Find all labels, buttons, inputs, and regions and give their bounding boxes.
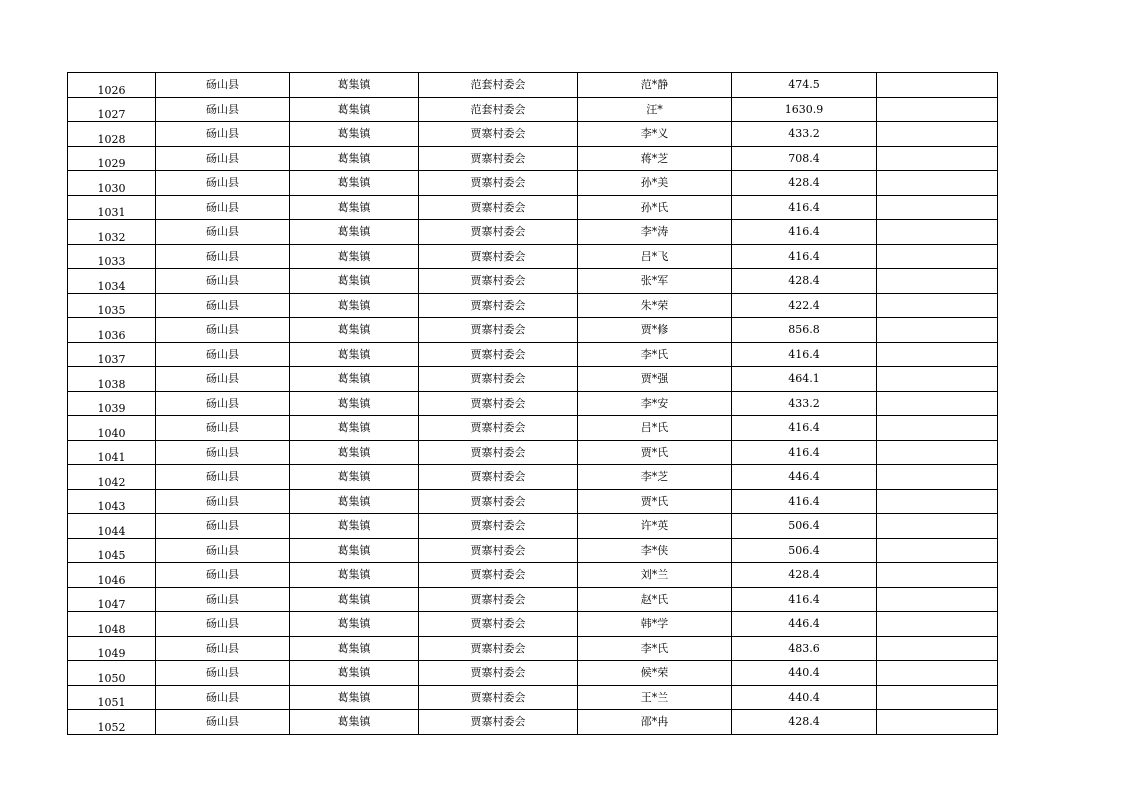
village-cell: 贾寨村委会 [419,318,578,343]
row-number-cell: 1044 [68,514,156,539]
name-cell: 贾*氏 [578,489,732,514]
table-row [68,538,998,563]
village-cell: 贾寨村委会 [419,685,578,710]
table-row [68,293,998,318]
table-row [68,710,998,735]
village-cell: 贾寨村委会 [419,661,578,686]
village-cell: 贾寨村委会 [419,195,578,220]
table-row [68,318,998,343]
row-number-cell: 1051 [68,685,156,710]
table-row [68,73,998,98]
note-cell [877,146,998,171]
amount-cell: 428.4 [732,171,877,196]
amount-cell: 416.4 [732,244,877,269]
name-cell: 朱*荣 [578,293,732,318]
town-cell: 葛集镇 [290,489,419,514]
note-cell [877,391,998,416]
name-cell: 孙*美 [578,171,732,196]
county-cell: 砀山县 [156,489,290,514]
amount-cell: 440.4 [732,685,877,710]
county-cell: 砀山县 [156,122,290,147]
county-cell: 砀山县 [156,318,290,343]
amount-cell: 474.5 [732,73,877,98]
data-table [67,72,998,735]
row-number-cell: 1045 [68,538,156,563]
village-cell: 贾寨村委会 [419,538,578,563]
name-cell: 贾*修 [578,318,732,343]
row-number-cell: 1035 [68,293,156,318]
note-cell [877,244,998,269]
town-cell: 葛集镇 [290,440,419,465]
county-cell: 砀山县 [156,587,290,612]
row-number-cell: 1047 [68,587,156,612]
town-cell: 葛集镇 [290,563,419,588]
note-cell [877,661,998,686]
village-cell: 贾寨村委会 [419,342,578,367]
village-cell: 贾寨村委会 [419,244,578,269]
note-cell [877,97,998,122]
amount-cell: 416.4 [732,587,877,612]
row-number-cell: 1030 [68,171,156,196]
village-cell: 贾寨村委会 [419,710,578,735]
town-cell: 葛集镇 [290,416,419,441]
table-row [68,563,998,588]
row-number-cell: 1052 [68,710,156,735]
village-cell: 贾寨村委会 [419,146,578,171]
name-cell: 李*芝 [578,465,732,490]
amount-cell: 433.2 [732,122,877,147]
table-row [68,195,998,220]
name-cell: 李*涛 [578,220,732,245]
town-cell: 葛集镇 [290,220,419,245]
county-cell: 砀山县 [156,171,290,196]
note-cell [877,440,998,465]
county-cell: 砀山县 [156,661,290,686]
village-cell: 范套村委会 [419,97,578,122]
town-cell: 葛集镇 [290,367,419,392]
town-cell: 葛集镇 [290,342,419,367]
row-number-cell: 1033 [68,244,156,269]
name-cell: 李*义 [578,122,732,147]
village-cell: 贾寨村委会 [419,563,578,588]
note-cell [877,489,998,514]
note-cell [877,685,998,710]
county-cell: 砀山县 [156,244,290,269]
table-body [68,73,998,735]
table-row [68,171,998,196]
village-cell: 贾寨村委会 [419,440,578,465]
table-row [68,514,998,539]
row-number-cell: 1039 [68,391,156,416]
row-number-cell: 1031 [68,195,156,220]
county-cell: 砀山县 [156,342,290,367]
village-cell: 范套村委会 [419,73,578,98]
row-number-cell: 1029 [68,146,156,171]
table-row [68,122,998,147]
amount-cell: 446.4 [732,465,877,490]
note-cell [877,195,998,220]
note-cell [877,612,998,637]
note-cell [877,514,998,539]
table-row [68,465,998,490]
name-cell: 李*氏 [578,636,732,661]
town-cell: 葛集镇 [290,538,419,563]
amount-cell: 422.4 [732,293,877,318]
village-cell: 贾寨村委会 [419,171,578,196]
village-cell: 贾寨村委会 [419,587,578,612]
county-cell: 砀山县 [156,220,290,245]
county-cell: 砀山县 [156,97,290,122]
town-cell: 葛集镇 [290,146,419,171]
county-cell: 砀山县 [156,73,290,98]
village-cell: 贾寨村委会 [419,269,578,294]
village-cell: 贾寨村委会 [419,293,578,318]
table-row [68,367,998,392]
row-number-cell: 1041 [68,440,156,465]
name-cell: 赵*氏 [578,587,732,612]
table-row [68,244,998,269]
note-cell [877,636,998,661]
amount-cell: 464.1 [732,367,877,392]
town-cell: 葛集镇 [290,465,419,490]
amount-cell: 416.4 [732,220,877,245]
amount-cell: 416.4 [732,342,877,367]
amount-cell: 428.4 [732,563,877,588]
village-cell: 贾寨村委会 [419,391,578,416]
note-cell [877,563,998,588]
amount-cell: 440.4 [732,661,877,686]
row-number-cell: 1026 [68,73,156,98]
name-cell: 李*侠 [578,538,732,563]
village-cell: 贾寨村委会 [419,514,578,539]
name-cell: 范*静 [578,73,732,98]
row-number-cell: 1038 [68,367,156,392]
amount-cell: 416.4 [732,440,877,465]
note-cell [877,416,998,441]
county-cell: 砀山县 [156,636,290,661]
note-cell [877,710,998,735]
town-cell: 葛集镇 [290,171,419,196]
amount-cell: 428.4 [732,269,877,294]
county-cell: 砀山县 [156,514,290,539]
amount-cell: 856.8 [732,318,877,343]
note-cell [877,171,998,196]
village-cell: 贾寨村委会 [419,122,578,147]
county-cell: 砀山县 [156,367,290,392]
row-number-cell: 1036 [68,318,156,343]
county-cell: 砀山县 [156,612,290,637]
county-cell: 砀山县 [156,563,290,588]
town-cell: 葛集镇 [290,661,419,686]
row-number-cell: 1032 [68,220,156,245]
table-row [68,685,998,710]
amount-cell: 708.4 [732,146,877,171]
note-cell [877,122,998,147]
table-row [68,612,998,637]
county-cell: 砀山县 [156,293,290,318]
note-cell [877,465,998,490]
amount-cell: 428.4 [732,710,877,735]
name-cell: 张*军 [578,269,732,294]
name-cell: 韩*学 [578,612,732,637]
row-number-cell: 1043 [68,489,156,514]
county-cell: 砀山县 [156,538,290,563]
name-cell: 李*氏 [578,342,732,367]
row-number-cell: 1046 [68,563,156,588]
amount-cell: 433.2 [732,391,877,416]
town-cell: 葛集镇 [290,318,419,343]
town-cell: 葛集镇 [290,195,419,220]
note-cell [877,293,998,318]
county-cell: 砀山县 [156,195,290,220]
table-row [68,587,998,612]
amount-cell: 1630.9 [732,97,877,122]
table-row [68,440,998,465]
name-cell: 候*荣 [578,661,732,686]
name-cell: 蒋*芝 [578,146,732,171]
table-row [68,97,998,122]
amount-cell: 506.4 [732,538,877,563]
village-cell: 贾寨村委会 [419,465,578,490]
town-cell: 葛集镇 [290,269,419,294]
note-cell [877,220,998,245]
town-cell: 葛集镇 [290,391,419,416]
amount-cell: 483.6 [732,636,877,661]
note-cell [877,367,998,392]
town-cell: 葛集镇 [290,293,419,318]
table-row [68,220,998,245]
county-cell: 砀山县 [156,269,290,294]
village-cell: 贾寨村委会 [419,220,578,245]
note-cell [877,342,998,367]
row-number-cell: 1028 [68,122,156,147]
row-number-cell: 1040 [68,416,156,441]
note-cell [877,318,998,343]
table-row [68,489,998,514]
town-cell: 葛集镇 [290,244,419,269]
note-cell [877,269,998,294]
village-cell: 贾寨村委会 [419,489,578,514]
row-number-cell: 1042 [68,465,156,490]
row-number-cell: 1037 [68,342,156,367]
town-cell: 葛集镇 [290,73,419,98]
name-cell: 贾*强 [578,367,732,392]
amount-cell: 416.4 [732,195,877,220]
name-cell: 刘*兰 [578,563,732,588]
county-cell: 砀山县 [156,685,290,710]
name-cell: 贾*氏 [578,440,732,465]
table-row [68,416,998,441]
amount-cell: 416.4 [732,416,877,441]
county-cell: 砀山县 [156,146,290,171]
amount-cell: 506.4 [732,514,877,539]
town-cell: 葛集镇 [290,587,419,612]
table-row [68,661,998,686]
name-cell: 王*兰 [578,685,732,710]
row-number-cell: 1048 [68,612,156,637]
table-row [68,269,998,294]
name-cell: 邵*冉 [578,710,732,735]
table-row [68,342,998,367]
village-cell: 贾寨村委会 [419,416,578,441]
town-cell: 葛集镇 [290,514,419,539]
table-row [68,146,998,171]
town-cell: 葛集镇 [290,97,419,122]
name-cell: 许*英 [578,514,732,539]
town-cell: 葛集镇 [290,612,419,637]
county-cell: 砀山县 [156,710,290,735]
village-cell: 贾寨村委会 [419,636,578,661]
table-row [68,636,998,661]
amount-cell: 446.4 [732,612,877,637]
note-cell [877,73,998,98]
amount-cell: 416.4 [732,489,877,514]
town-cell: 葛集镇 [290,636,419,661]
town-cell: 葛集镇 [290,710,419,735]
village-cell: 贾寨村委会 [419,612,578,637]
table-row [68,391,998,416]
name-cell: 李*安 [578,391,732,416]
county-cell: 砀山县 [156,465,290,490]
town-cell: 葛集镇 [290,685,419,710]
county-cell: 砀山县 [156,440,290,465]
name-cell: 汪* [578,97,732,122]
village-cell: 贾寨村委会 [419,367,578,392]
county-cell: 砀山县 [156,416,290,441]
row-number-cell: 1027 [68,97,156,122]
name-cell: 吕*氏 [578,416,732,441]
name-cell: 孙*氏 [578,195,732,220]
note-cell [877,587,998,612]
county-cell: 砀山县 [156,391,290,416]
note-cell [877,538,998,563]
row-number-cell: 1050 [68,661,156,686]
row-number-cell: 1034 [68,269,156,294]
town-cell: 葛集镇 [290,122,419,147]
row-number-cell: 1049 [68,636,156,661]
name-cell: 吕*飞 [578,244,732,269]
